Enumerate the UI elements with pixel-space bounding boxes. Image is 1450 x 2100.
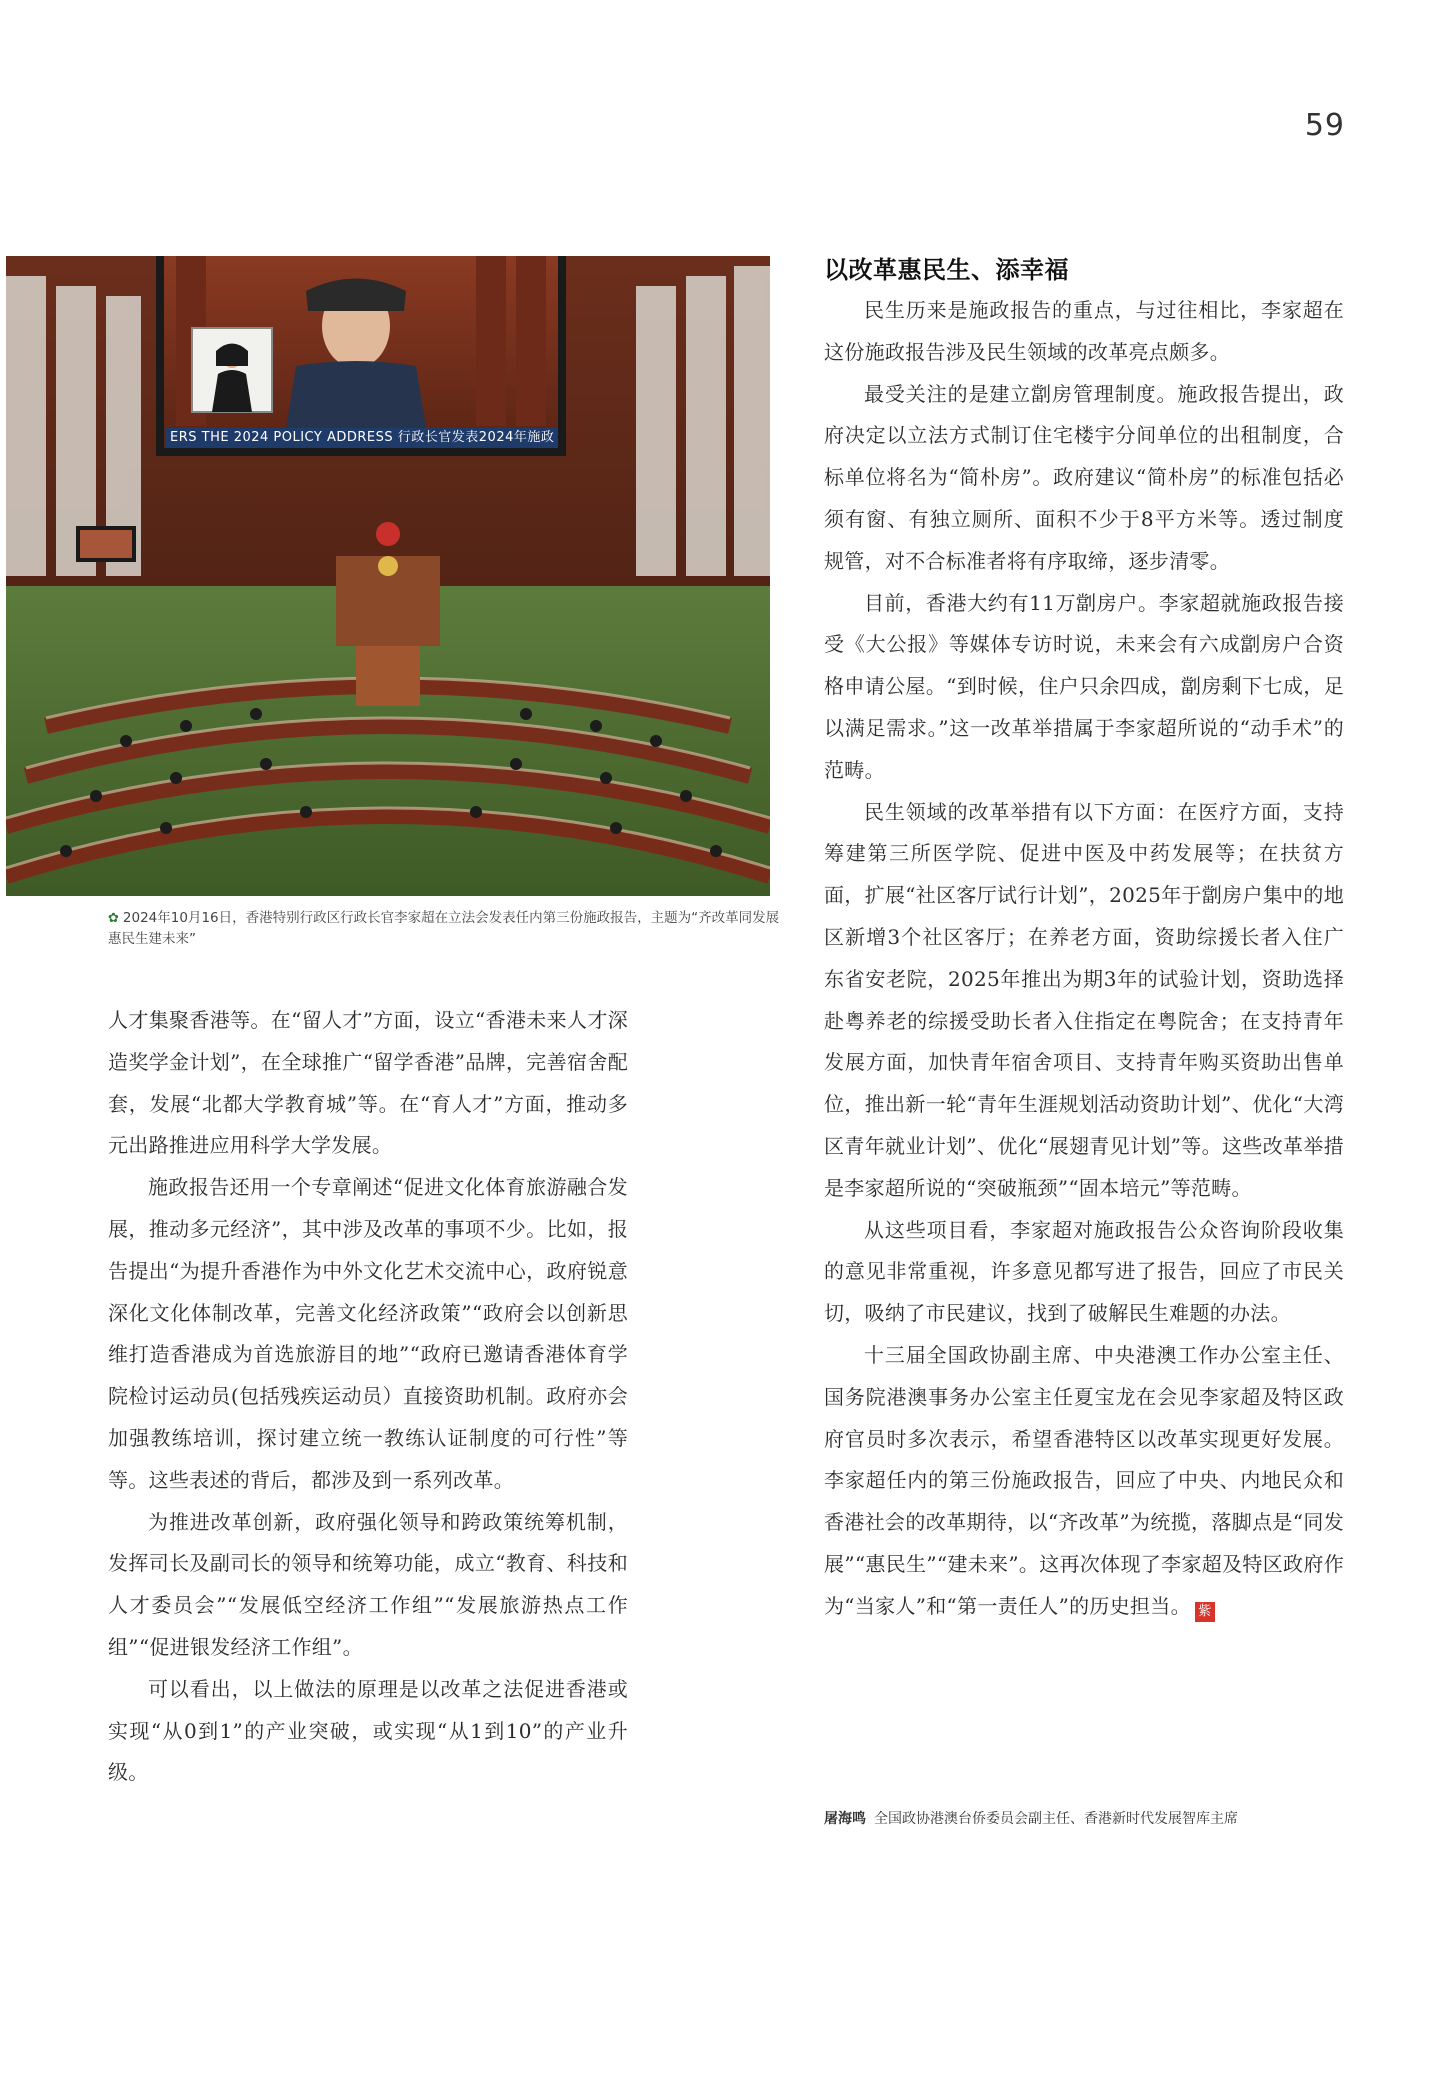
photo-caption: [108, 908, 788, 950]
caption-icon: ✿: [108, 911, 119, 926]
body-paragraph: 目前，香港大约有11万劏房户。李家超就施政报告接受《大公报》等媒体专访时说，未来会有六成劏房户合资格申请公屋。“到时候，住户只余四成，劏房剩下七成，足以满足需求。”这一改革举措属于李家超所说的“动手术”的范畴。: [824, 590, 1344, 782]
body-paragraph: 为推进改革创新，政府强化领导和跨政策统筹机制，发挥司长及副司长的领导和统筹功能，成立“教育、科技和人才委员会”“发展低空经济工作组”“发展旅游热点工作组”“促进银发经济工作组”。: [108, 1509, 628, 1659]
section-heading: 以改革惠民生、添幸福: [824, 256, 1069, 284]
body-paragraph: 最受关注的是建立劏房管理制度。施政报告提出，政府决定以立法方式制订住宅楼宇分间单位的出租制度，合标单位将名为“简朴房”。政府建议“简朴房”的标准包括必须有窗、有独立厕所、面积不少于8平方米等。透过制度规管，对不合标准者将有序取缔，逐步清零。: [824, 381, 1344, 573]
body-paragraph: 人才集聚香港等。在“留人才”方面，设立“香港未来人才深造奖学金计划”，在全球推广“留学香港”品牌，完善宿舍配套，发展“北都大学教育城”等。在“育人才”方面，推动多元出路推进应用科学大学发展。: [108, 1008, 628, 1158]
screen-banner-text: ERS THE 2024 POLICY ADDRESS 行政长官发表2024年施政: [170, 430, 555, 445]
author-title: 全国政协港澳台侨委员会副主任、香港新时代发展智库主席: [874, 1811, 1238, 1827]
body-paragraph: 可以看出，以上做法的原理是以改革之法促进香港或实现“从0到1”的产业突破，或实现“从1到10”的产业升级。: [108, 1676, 628, 1785]
end-mark-icon: 紫: [1195, 1602, 1215, 1622]
final-paragraph: [824, 1335, 1344, 1628]
body-paragraph: 民生历来是施政报告的重点，与过往相比，李家超在这份施政报告涉及民生领域的改革亮点颇多。: [824, 298, 1344, 364]
author-note: [824, 1808, 1384, 1830]
final-paragraph-text: 十三届全国政协副主席、中央港澳工作办公室主任、国务院港澳事务办公室主任夏宝龙在会见李家超及特区政府官员时多次表示，希望香港特区以改革实现更好发展。李家超任内的第三份施政报告，回应了中央、内地民众和香港社会的改革期待，以“齐改革”为统揽，落脚点是“同发展”“惠民生”“建未来”。这再次体现了李家超及特区政府作为“当家人”和“第一责任人”的历史担当。: [824, 1342, 1344, 1618]
body-paragraph: 从这些项目看，李家超对施政报告公众咨询阶段收集的意见非常重视，许多意见都写进了报告，回应了市民关切，吸纳了市民建议，找到了破解民生难题的办法。: [824, 1217, 1344, 1326]
legco-photo: [6, 256, 770, 896]
legco-chamber-image: [6, 256, 770, 896]
body-paragraph: 民生领域的改革举措有以下方面：在医疗方面，支持筹建第三所医学院、促进中医及中药发展等；在扶贫方面，扩展“社区客厅试行计划”，2025年于劏房户集中的地区新增3个社区客厅；在养老方面，资助综援长者入住广东省安老院，2025年推出为期3年的试验计划，资助选择赴粤养老的综援受助长者入住指定在粤院舍；在支持青年发展方面，加快青年宿舍项目、支持青年购买资助出售单位，推出新一轮“青年生涯规划活动资助计划”、优化“大湾区青年就业计划”、优化“展翅青见计划”等。这些改革举措是李家超所说的“突破瓶颈”“固本培元”等范畴。: [824, 799, 1344, 1200]
right-column: [824, 290, 1344, 1628]
page-number: 59: [1304, 108, 1345, 143]
body-paragraph: 施政报告还用一个专章阐述“促进文化体育旅游融合发展，推动多元经济”，其中涉及改革的事项不少。比如，报告提出“为提升香港作为中外文化艺术交流中心，政府锐意深化文化体制改革，完善文化经济政策”“政府会以创新思维打造香港成为首选旅游目的地”“政府已邀请香港体育学院检讨运动员(包括残疾运动员）直接资助机制。政府亦会加强教练培训，探讨建立统一教练认证制度的可行性”等等。这些表述的背后，都涉及到一系列改革。: [108, 1175, 628, 1492]
caption-text: 2024年10月16日，香港特别行政区行政长官李家超在立法会发表任内第三份施政报告，主题为“齐改革同发展 惠民生建未来”: [108, 910, 780, 947]
left-column: [108, 1000, 628, 1794]
author-name: 屠海鸣: [824, 1811, 866, 1827]
